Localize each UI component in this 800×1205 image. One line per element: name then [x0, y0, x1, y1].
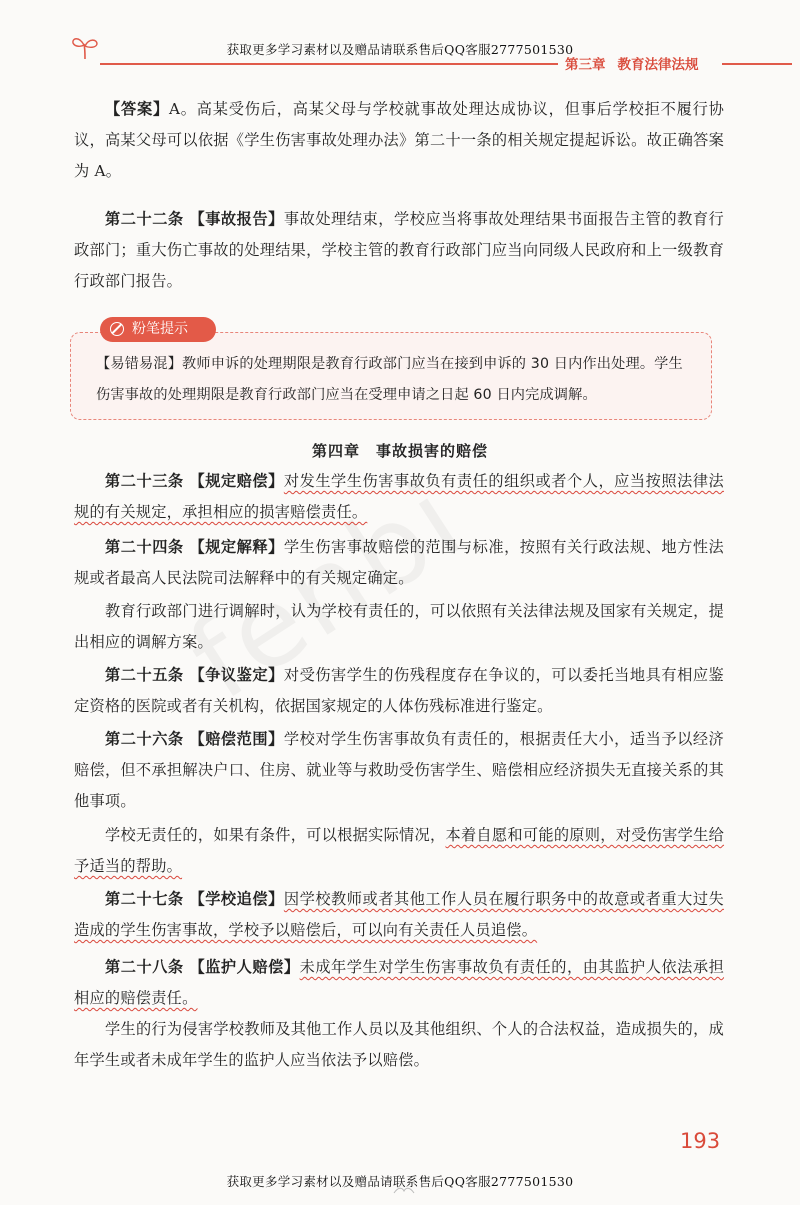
- article-26-text: 学校对学生伤害事故负有责任的，根据责任大小，适当予以经济赔偿，但不承担解决户口、住房、就业等与救助受伤害学生、赔偿相应经济损失无直接关系的其他事项。: [74, 730, 724, 810]
- article-23: [74, 466, 724, 528]
- article-27-text: 因学校教师或者其他工作人员在履行职务中的故意或者重大过失造成的学生伤害事故，学校予以赔偿后，可以向有关责任人员追偿。: [74, 890, 724, 939]
- article-26-label: 第二十六条 【赔偿范围】: [105, 730, 284, 748]
- article-22-label: 第二十二条 【事故报告】: [105, 210, 284, 228]
- no-sign-icon: [110, 322, 124, 336]
- article-25: [74, 660, 724, 722]
- article-28: [74, 952, 724, 1014]
- article-28-text: 未成年学生对学生伤害事故负有责任的，由其监护人依法承担相应的赔偿责任。: [74, 958, 725, 1007]
- article-24: [74, 532, 724, 594]
- header-rule-left: [100, 63, 558, 65]
- article-23-text: 对发生学生伤害事故负有责任的组织或者个人，应当按照法律法规的有关规定，承担相应的损害赔偿责任。: [74, 472, 724, 521]
- article-28-label: 第二十八条 【监护人赔偿】: [105, 958, 300, 976]
- article-27-label: 第二十七条 【学校追偿】: [105, 890, 284, 908]
- answer-label: 【答案】: [105, 100, 169, 118]
- article-24-para-2: 教育行政部门进行调解时，认为学校有责任的，可以依照有关法律法规及国家有关规定，提出相应的调解方案。: [74, 602, 724, 651]
- article-22: [74, 204, 724, 297]
- answer-paragraph: [74, 94, 724, 187]
- bottom-watermark-text: 获取更多学习素材以及赠品请联系售后QQ客服2777501530: [226, 1174, 574, 1189]
- article-23-label: 第二十三条 【规定赔偿】: [105, 472, 284, 490]
- article-27: [74, 884, 724, 946]
- tip-tab: 粉笔提示: [100, 317, 216, 342]
- article-26-para-2: [74, 820, 724, 882]
- chapter-number: 第三章: [565, 57, 606, 73]
- article-26: [74, 724, 724, 817]
- article-24-text: 学生伤害事故赔偿的范围与标准，按照有关行政法规、地方性法规或者最高人民法院司法解释中的有关规定确定。: [74, 538, 724, 587]
- page-number: 193: [680, 1129, 721, 1153]
- footer-ornament-icon: [392, 1185, 416, 1195]
- answer-text: A。高某受伤后，高某父母与学校就事故处理达成协议，但事后学校拒不履行协议，高某父母可以依据《学生伤害事故处理办法》第二十一条的相关规定提起诉讼。故正确答案为 A。: [74, 100, 725, 180]
- tip-text: 【易错易混】教师申诉的处理期限是教育行政部门应当在接到申诉的 30 日内作出处理。学生伤害事故的处理期限是教育行政部门应当在受理申请之日起 60 日内完成调解。: [96, 356, 683, 403]
- article-25-label: 第二十五条 【争议鉴定】: [105, 666, 284, 684]
- header-rule-right: [722, 63, 792, 65]
- section-title: 第四章 事故损害的赔偿: [311, 442, 488, 460]
- running-header: [565, 53, 699, 73]
- top-watermark-text: 获取更多学习素材以及赠品请联系售后QQ客服2777501530: [226, 42, 574, 57]
- article-22-text: 事故处理结束，学校应当将事故处理结果书面报告主管的教育行政部门；重大伤亡事故的处理结果，学校主管的教育行政部门应当向同级人民政府和上一级教育行政部门报告。: [74, 210, 724, 290]
- article-26-para-2-b: 本着自愿和可能的原则，对受伤害学生给予适当的帮助。: [74, 826, 725, 875]
- article-26-para-2-a: 学校无责任的，如果有条件，可以根据实际情况，: [105, 826, 446, 844]
- article-24-label: 第二十四条 【规定解释】: [105, 538, 284, 556]
- article-28-para-2: 学生的行为侵害学校教师及其他工作人员以及其他组织、个人的合法权益，造成损失的，成年学生或者未成年学生的监护人应当依法予以赔偿。: [74, 1020, 724, 1069]
- article-25-text: 对受伤害学生的伤残程度存在争议的，可以委托当地具有相应鉴定资格的医院或者有关机构，依据国家规定的人体伤残标准进行鉴定。: [74, 666, 724, 715]
- chapter-title: 教育法律法规: [617, 57, 699, 73]
